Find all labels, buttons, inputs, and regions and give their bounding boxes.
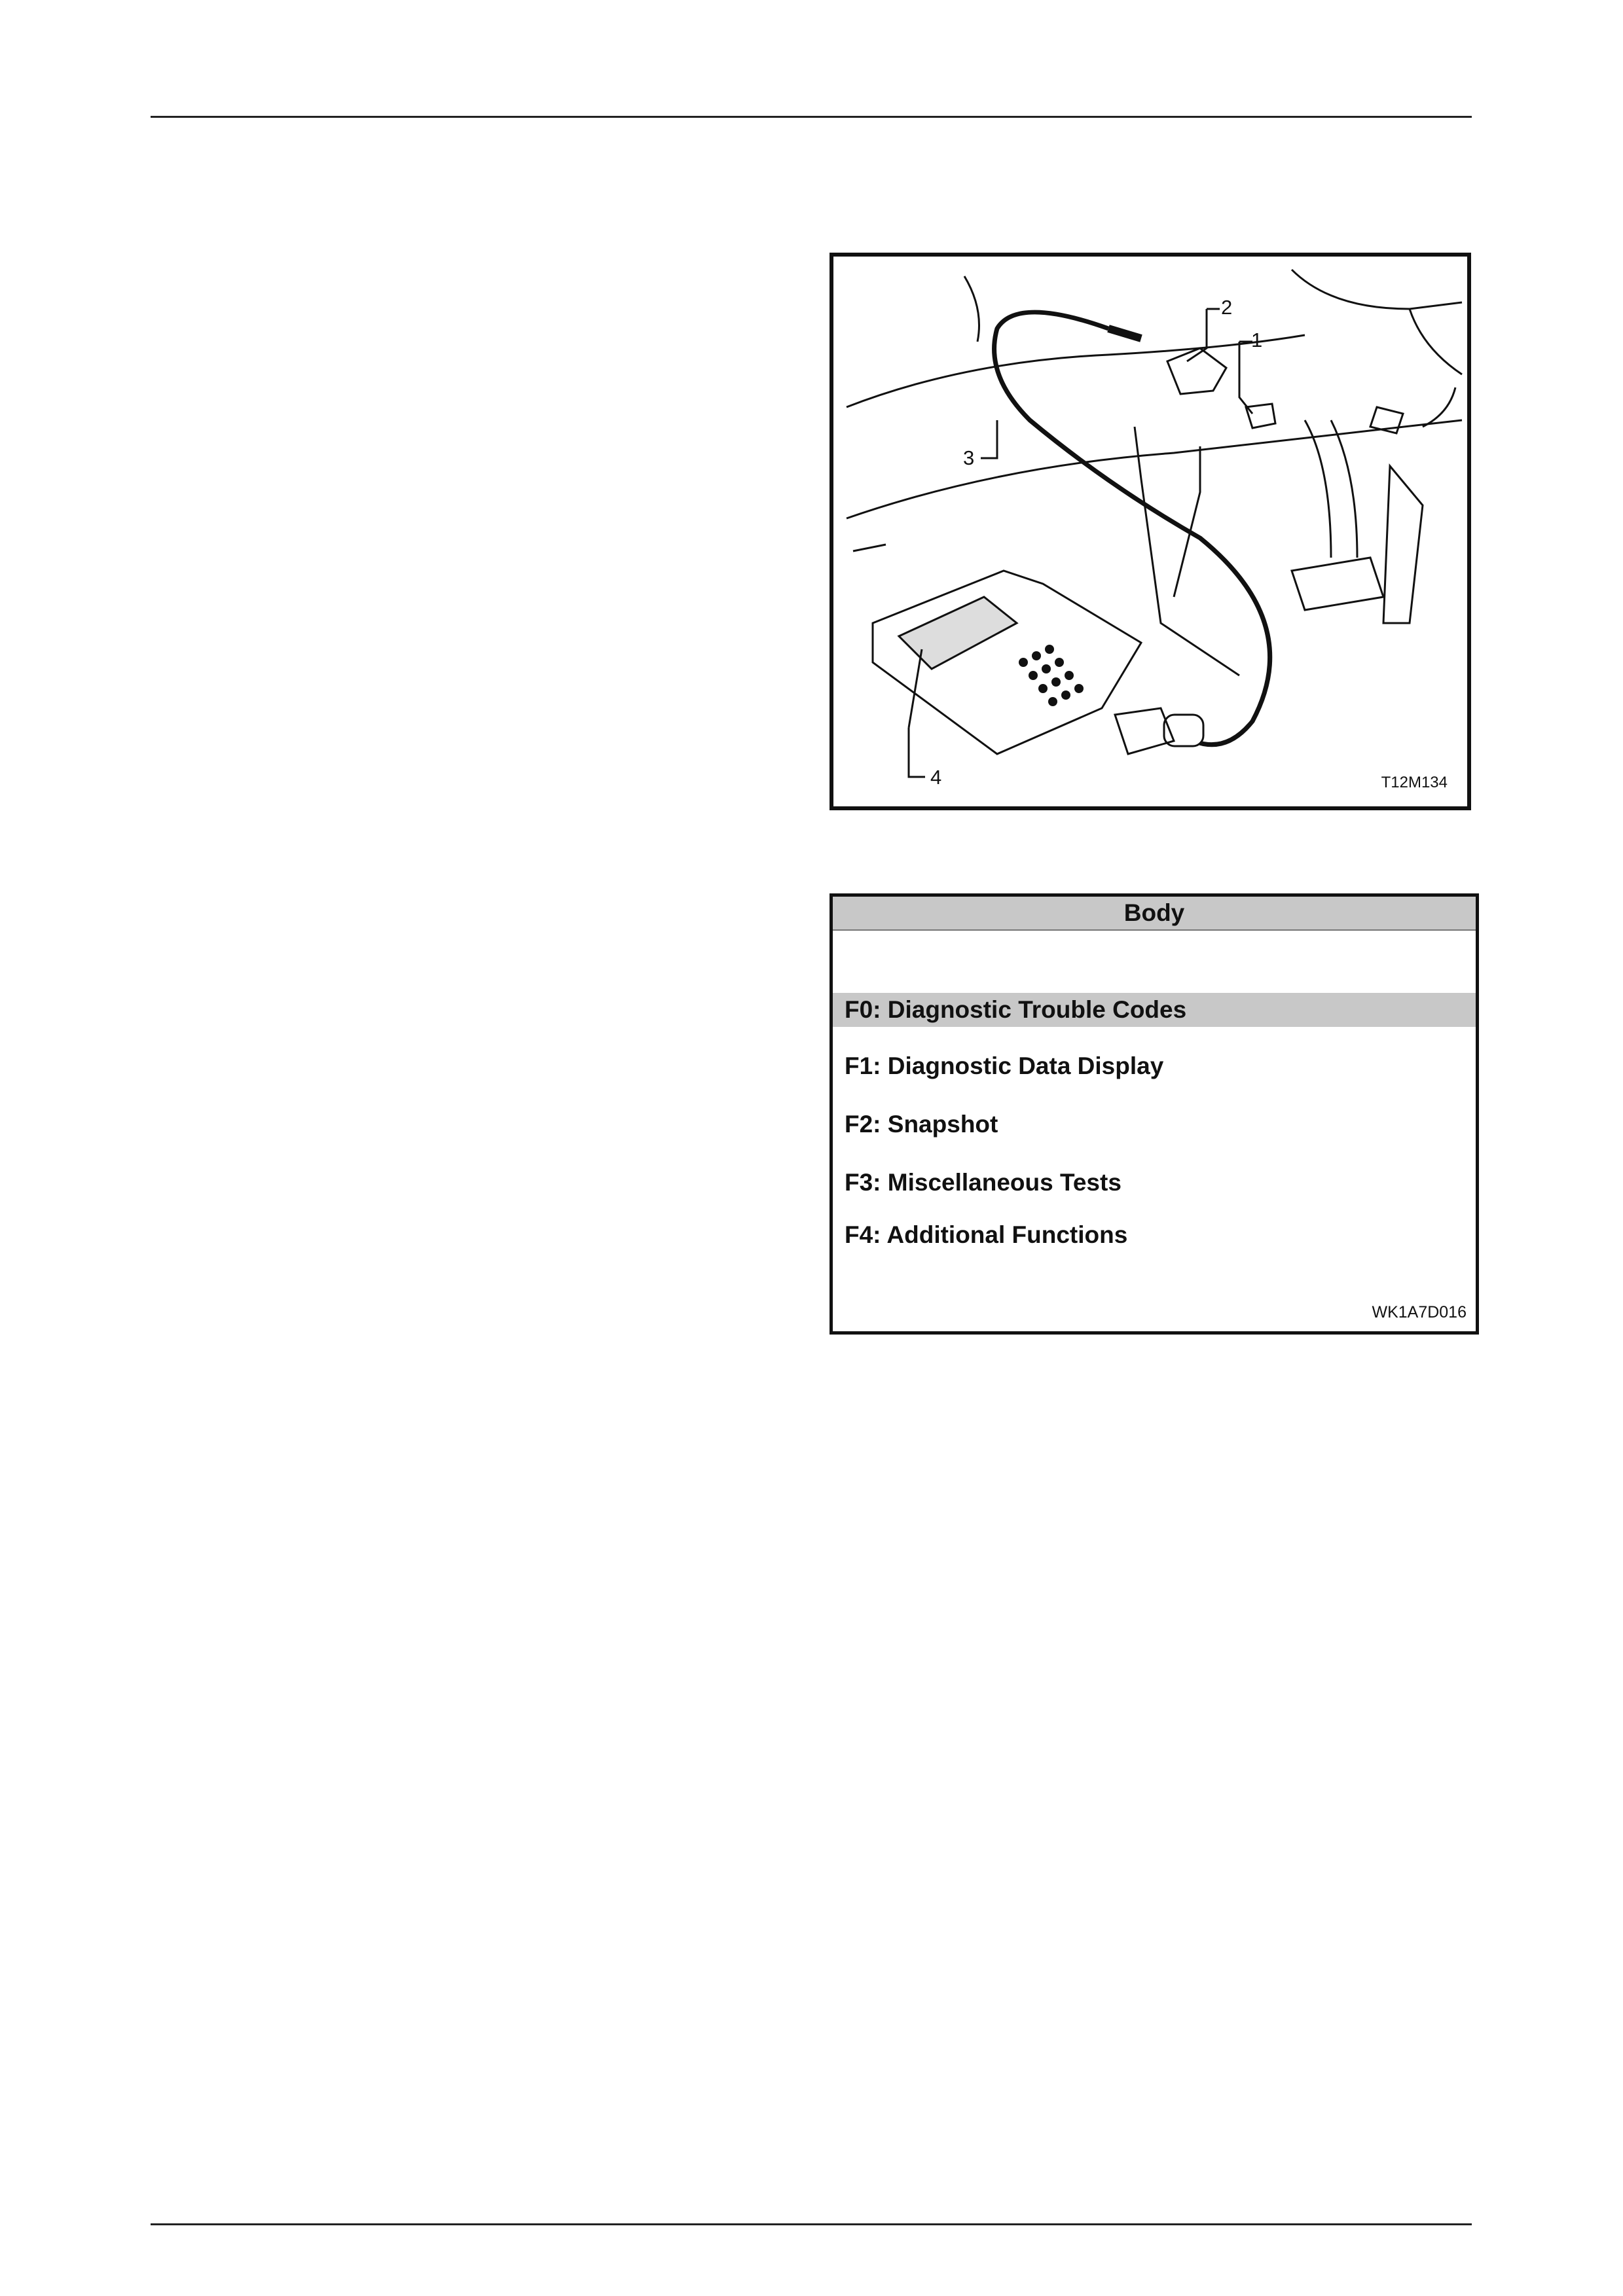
callout-2: 2 <box>1221 296 1233 319</box>
screen-figure-code: WK1A7D016 <box>1372 1303 1467 1321</box>
menu-item-snapshot[interactable]: F2: Snapshot <box>845 1111 998 1138</box>
menu-item-additional-functions[interactable]: F4: Additional Functions <box>845 1221 1128 1248</box>
dlc-socket <box>1246 404 1275 428</box>
brake-pedal <box>1292 558 1383 610</box>
accelerator-pedal <box>1383 466 1423 623</box>
scan-tool-menu-screen <box>830 893 1479 1335</box>
dashboard-edge <box>847 335 1305 407</box>
screen-title: Body <box>833 897 1476 931</box>
callout-3: 3 <box>963 446 975 469</box>
callout-4: 4 <box>930 766 942 789</box>
footer-rule <box>151 2223 1472 2225</box>
figure-code: T12M134 <box>1381 774 1448 791</box>
scan-tool-body <box>873 571 1141 754</box>
menu-item-diagnostic-data-display[interactable]: F1: Diagnostic Data Display <box>845 1052 1164 1079</box>
connection-illustration <box>833 257 1467 806</box>
menu-item-miscellaneous-tests[interactable]: F3: Miscellaneous Tests <box>845 1169 1122 1196</box>
dashboard-lower-edge <box>847 420 1462 518</box>
header-rule <box>151 116 1472 118</box>
menu-item-diagnostic-trouble-codes[interactable]: F0: Diagnostic Trouble Codes <box>833 993 1476 1027</box>
connection-figure <box>830 253 1471 810</box>
callout-1: 1 <box>1251 329 1263 351</box>
